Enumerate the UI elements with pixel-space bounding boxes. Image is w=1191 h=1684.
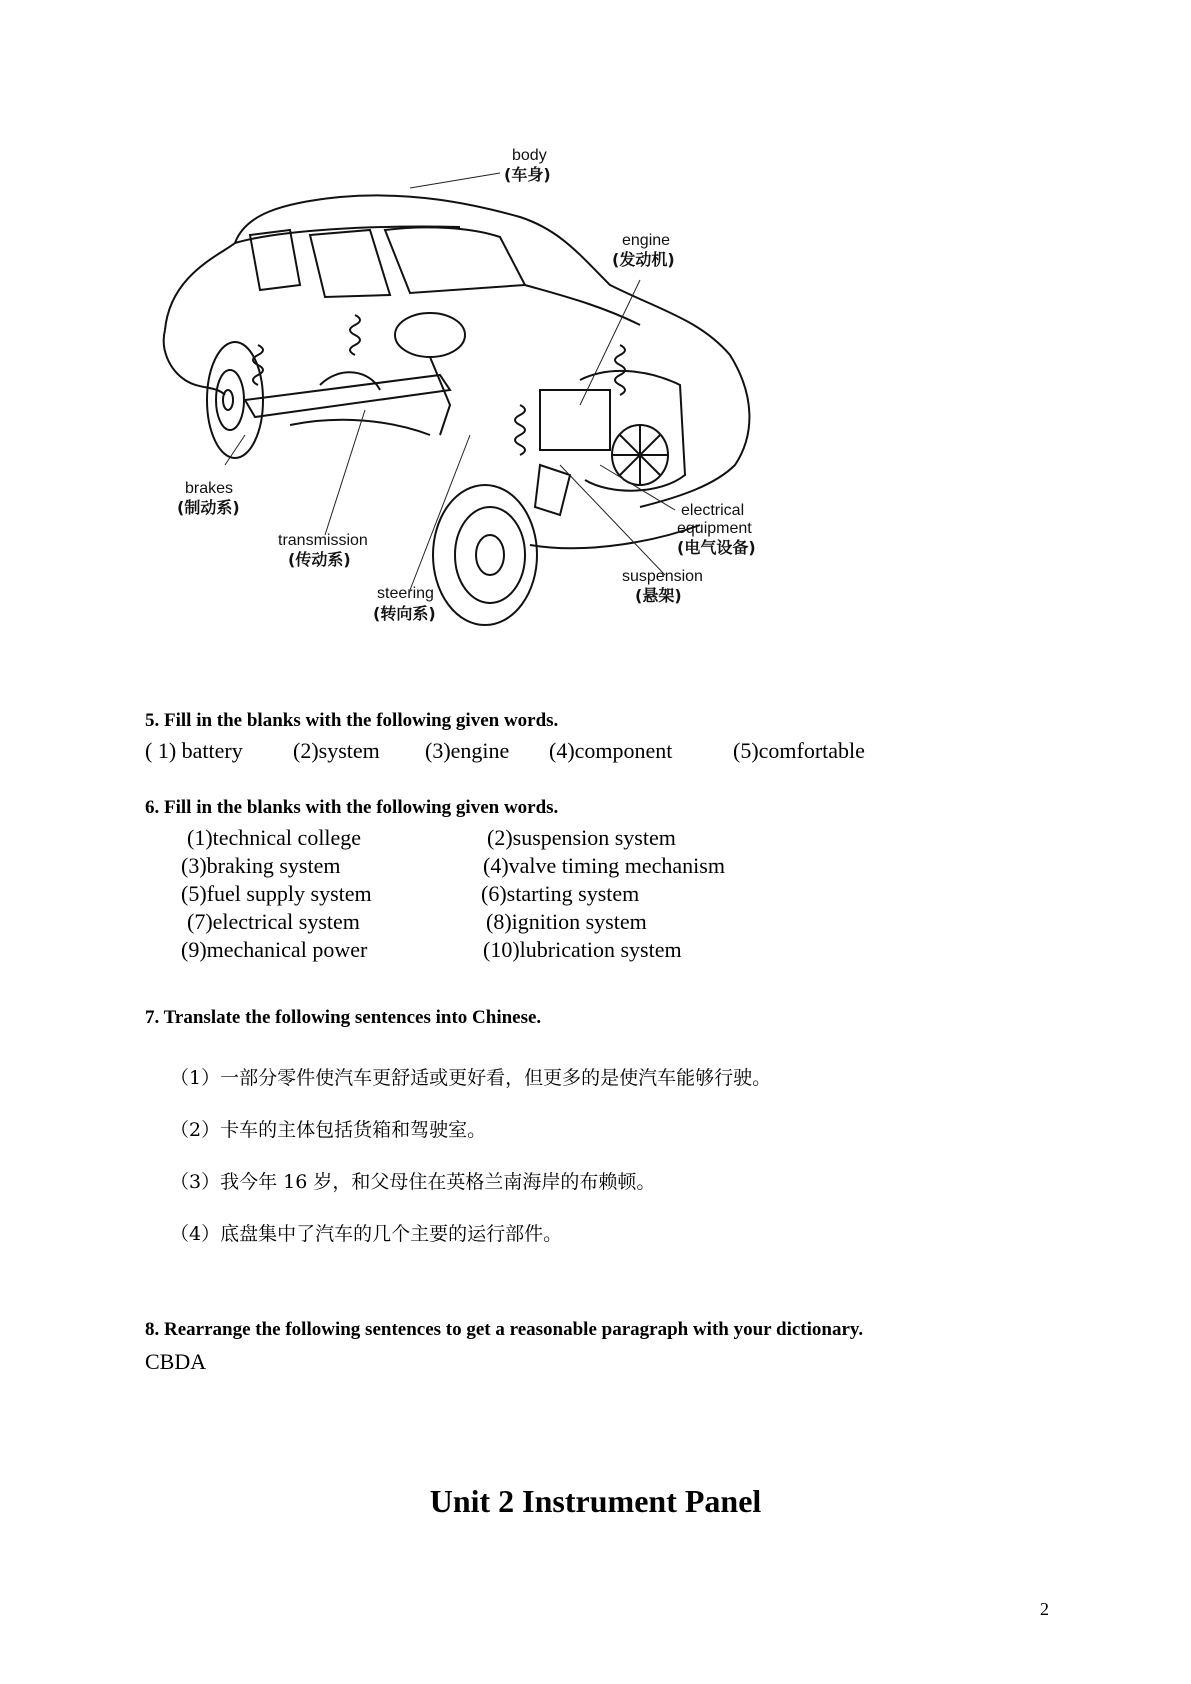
sec6-item-4: (4)valve timing mechanism — [483, 853, 725, 878]
sec6-item-10: (10)lubrication system — [483, 937, 682, 962]
label-body-zh: (车身) — [504, 165, 551, 184]
sec6-item-5: (5)fuel supply system — [181, 881, 372, 906]
label-steering: steering — [377, 585, 434, 602]
sec6-item-9: (9)mechanical power — [181, 937, 368, 962]
sec8-answer: CBDA — [145, 1349, 207, 1374]
sec6-item-6: (6)starting system — [481, 881, 640, 906]
figure-labels — [177, 147, 756, 623]
label-brakes-zh: (制动系) — [177, 498, 240, 517]
sec7-sentence-1: （1）一部分零件使汽车更舒适或更好看，但更多的是使汽车能够行驶。 — [170, 1067, 772, 1089]
sec7-sentence-4: （4）底盘集中了汽车的几个主要的运行部件。 — [170, 1223, 563, 1245]
sec7-sentence-3: （3）我今年 16 岁，和父母住在英格兰南海岸的布赖顿。 — [170, 1171, 656, 1193]
section-7-heading: 7. Translate the following sentences into Chinese. — [145, 1007, 542, 1028]
label-electrical-1: electrical — [681, 502, 745, 519]
sec5-item-4: (4)component — [549, 738, 673, 763]
sec6-item-8: (8)ignition system — [486, 909, 647, 934]
label-brakes: brakes — [185, 480, 234, 497]
sec5-item-3: (3)engine — [425, 738, 510, 763]
leader-lines — [225, 173, 675, 590]
sec5-item-1: ( 1) battery — [145, 738, 243, 763]
sec6-item-7: (7)electrical system — [187, 909, 360, 934]
label-body: body — [512, 147, 547, 164]
label-suspension-zh: (悬架) — [635, 586, 682, 605]
section-6-heading: 6. Fill in the blanks with the following given words. — [145, 797, 559, 818]
car-diagram — [140, 135, 840, 685]
section-5-heading: 5. Fill in the blanks with the following given words. — [145, 710, 559, 731]
label-engine: engine — [622, 232, 671, 249]
label-electrical-zh: (电气设备) — [677, 538, 756, 557]
label-electrical-2: equipment — [677, 520, 752, 537]
sec6-item-1: (1)technical college — [187, 825, 362, 850]
page-number: 2 — [1040, 1599, 1049, 1619]
sec6-item-3: (3)braking system — [181, 853, 341, 878]
label-transmission: transmission — [278, 532, 368, 549]
car-diagram-figure — [140, 135, 840, 685]
unit-title: Unit 2 Instrument Panel — [429, 1483, 762, 1519]
section-8-heading: 8. Rearrange the following sentences to get a reasonable paragraph with your dictionary. — [145, 1319, 864, 1340]
sec5-item-2: (2)system — [293, 738, 380, 763]
sec6-item-2: (2)suspension system — [487, 825, 676, 850]
label-transmission-zh: (传动系) — [288, 550, 351, 569]
label-engine-zh: (发动机) — [612, 250, 675, 269]
label-suspension: suspension — [622, 568, 703, 585]
label-steering-zh: (转向系) — [373, 604, 436, 623]
sec5-item-5: (5)comfortable — [733, 738, 865, 763]
sec7-sentence-2: （2）卡车的主体包括货箱和驾驶室。 — [170, 1119, 487, 1141]
